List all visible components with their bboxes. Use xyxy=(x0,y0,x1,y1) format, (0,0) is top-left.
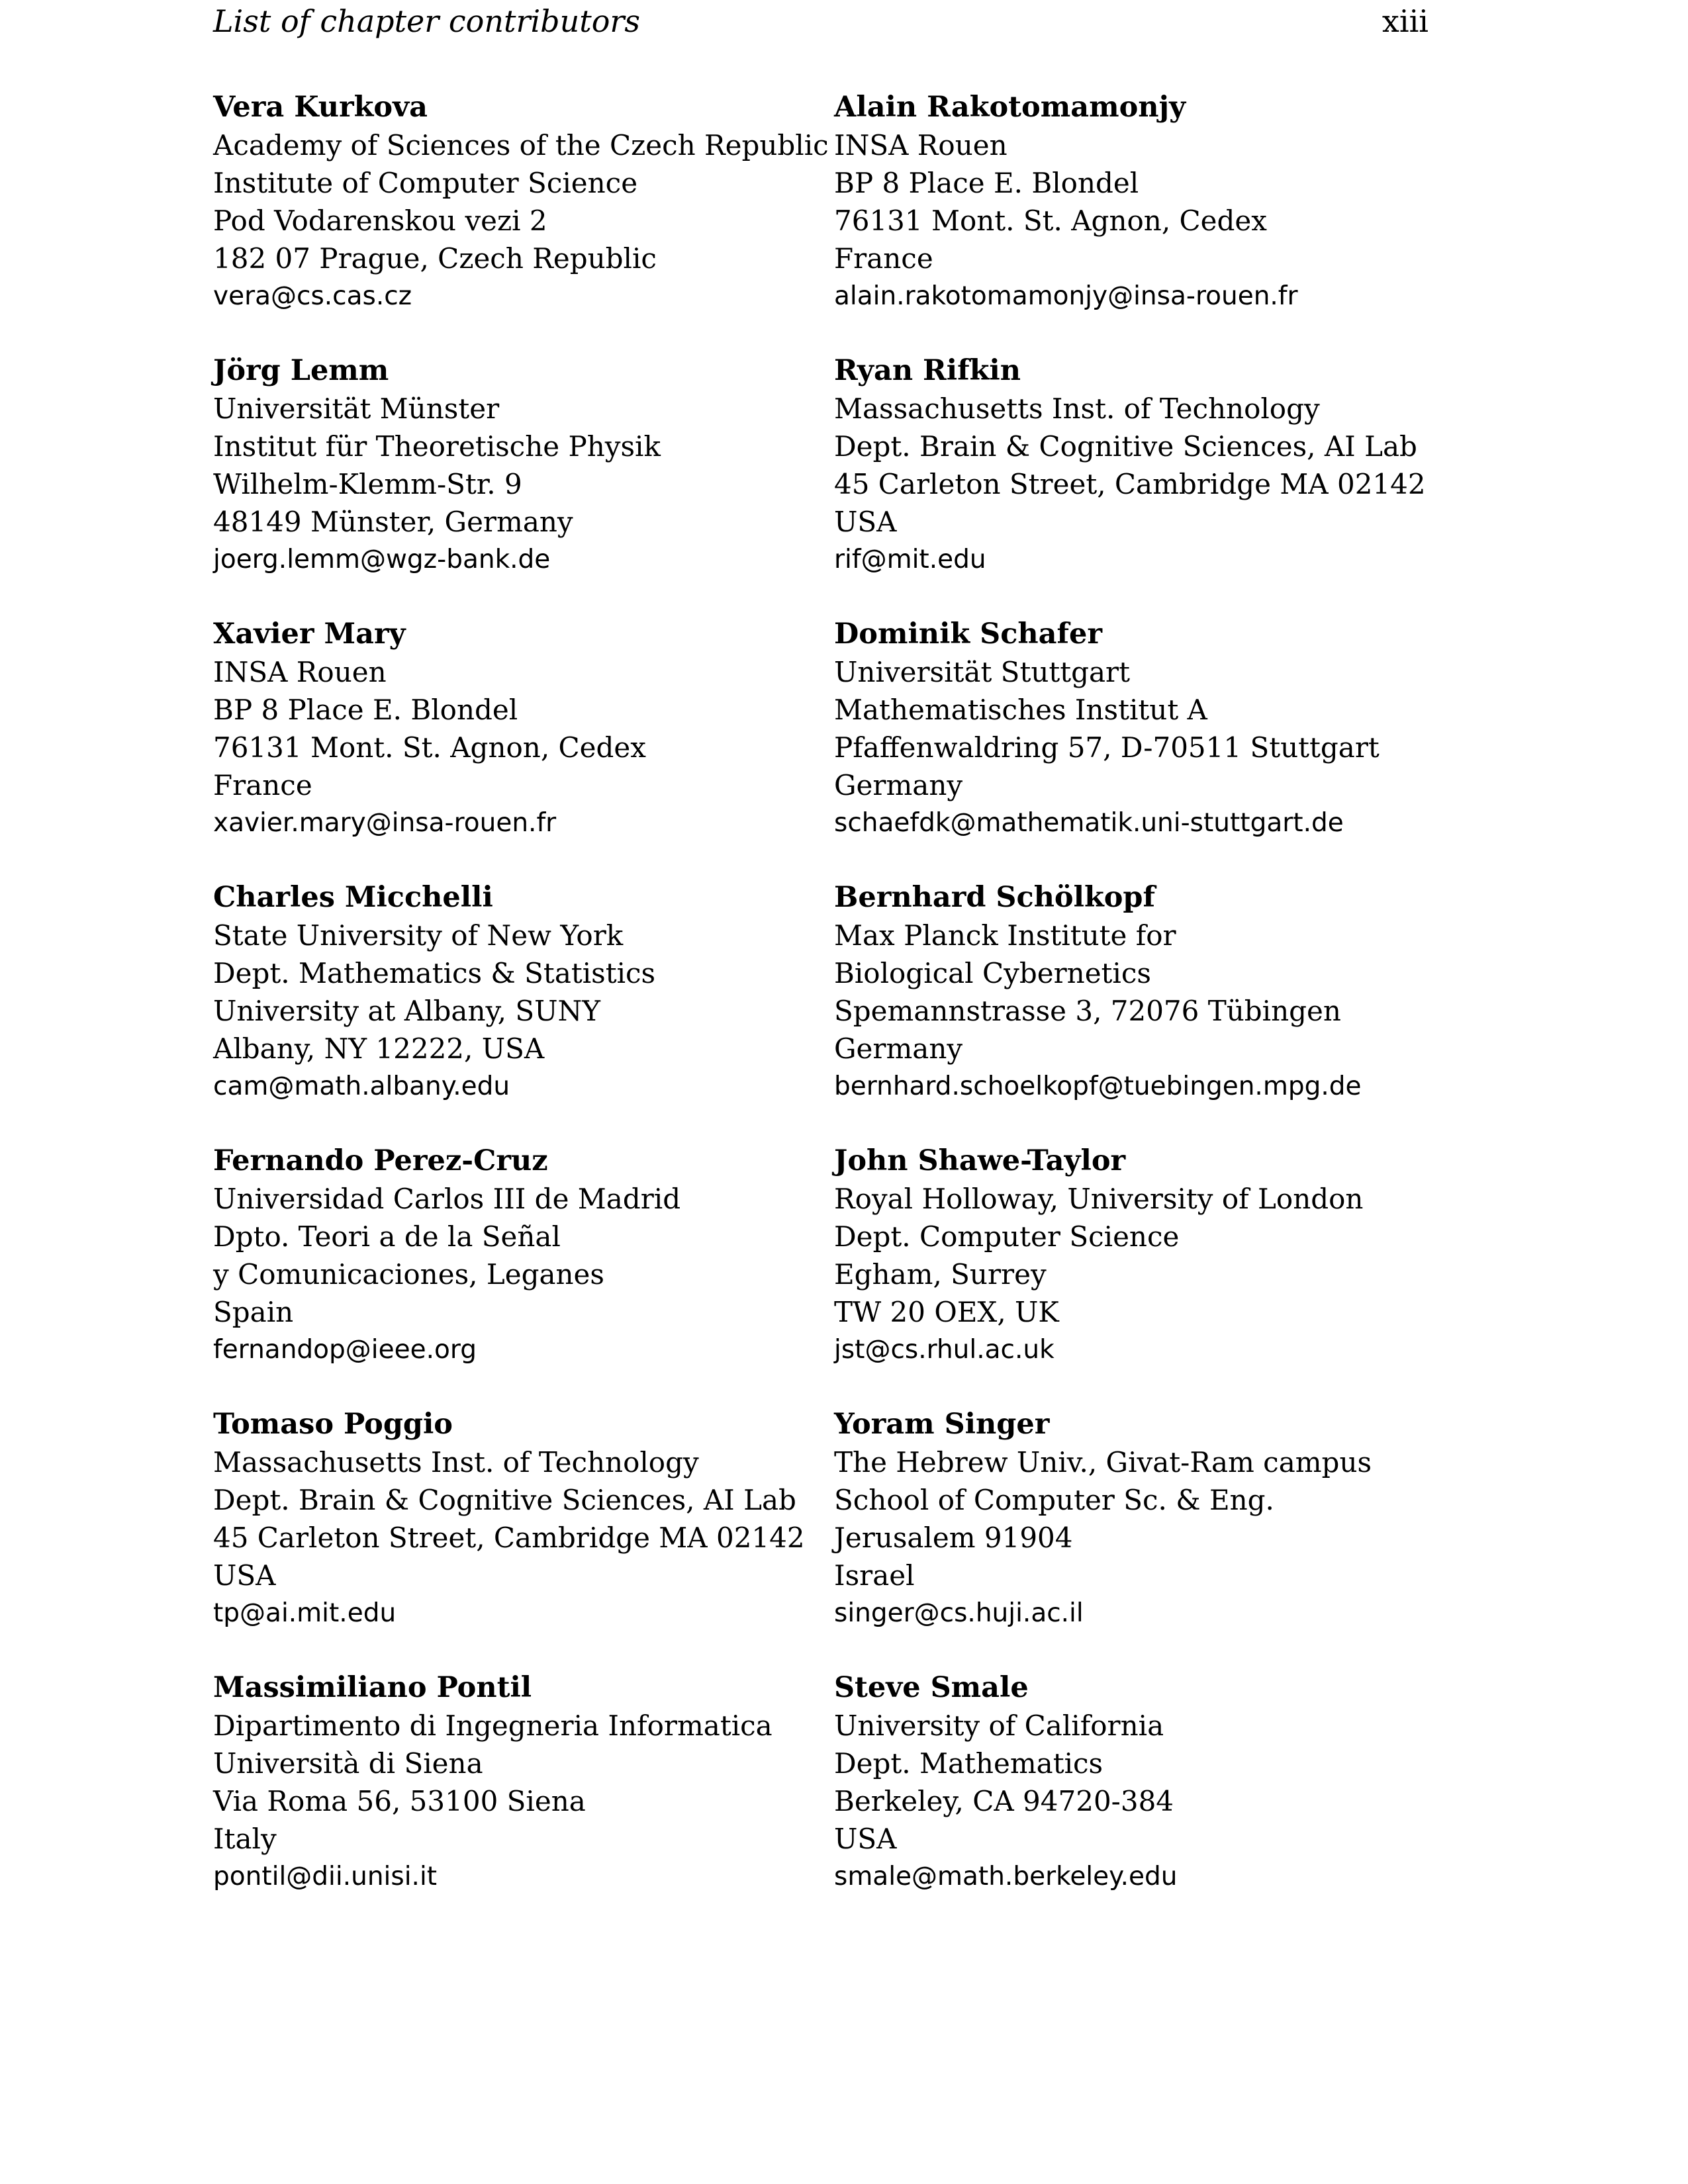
contributor-name: Massimiliano Pontil xyxy=(213,1671,532,1704)
contributor-address-line: Pfaffenwaldring 57, D-70511 Stuttgart xyxy=(834,731,1380,764)
contributor-address-line: BP 8 Place E. Blondel xyxy=(213,694,518,726)
contributor-entry xyxy=(834,879,1456,1142)
contributor-address-line: 76131 Mont. St. Agnon, Cedex xyxy=(834,205,1267,237)
contributor-address-line: 182 07 Prague, Czech Republic xyxy=(213,242,657,275)
contributor-address-line: 45 Carleton Street, Cambridge MA 02142 xyxy=(834,468,1426,500)
contributor-entry xyxy=(834,1142,1456,1406)
contributor-address-line: Israel xyxy=(834,1559,915,1592)
contributor-address-line: Germany xyxy=(834,1032,963,1065)
contributor-entry xyxy=(834,1669,1456,1933)
contributor-email[interactable]: alain.rakotomamonjy@insa-rouen.fr xyxy=(834,281,1298,311)
contributor-address-line: Spemannstrasse 3, 72076 Tübingen xyxy=(834,995,1341,1027)
contributor-address-line: France xyxy=(213,769,312,801)
contributors-left-column xyxy=(213,89,835,1933)
contributors-right-column xyxy=(834,89,1456,1933)
contributor-address-line: Biological Cybernetics xyxy=(834,957,1151,989)
contributor-address-line: State University of New York xyxy=(213,919,624,952)
running-title: List of chapter contributors xyxy=(213,3,641,39)
contributor-address-line: 48149 Münster, Germany xyxy=(213,506,573,538)
contributor-entry xyxy=(834,352,1456,615)
contributor-name: John Shawe-Taylor xyxy=(834,1144,1126,1177)
contributor-address-line: TW 20 OEX, UK xyxy=(834,1296,1059,1328)
contributor-email[interactable]: bernhard.schoelkopf@tuebingen.mpg.de xyxy=(834,1071,1362,1101)
contributor-name: Charles Micchelli xyxy=(213,881,493,914)
contributor-address-line: y Comunicaciones, Leganes xyxy=(213,1258,604,1291)
contributor-name: Dominik Schafer xyxy=(834,617,1103,651)
contributor-email[interactable]: tp@ai.mit.edu xyxy=(213,1598,397,1628)
contributor-email[interactable]: jst@cs.rhul.ac.uk xyxy=(834,1335,1055,1365)
contributor-address-line: Max Planck Institute for xyxy=(834,919,1176,952)
contributor-address-line: Università di Siena xyxy=(213,1747,483,1780)
contributor-address-line: Dipartimento di Ingegneria Informatica xyxy=(213,1709,773,1742)
contributor-address-line: USA xyxy=(834,1823,897,1855)
contributor-address-line: Dept. Brain & Cognitive Sciences, AI Lab xyxy=(213,1484,796,1516)
contributor-address-line: Jerusalem 91904 xyxy=(834,1522,1073,1554)
contributor-email[interactable]: pontil@dii.unisi.it xyxy=(213,1862,438,1891)
contributor-address-line: France xyxy=(834,242,933,275)
contributor-email[interactable]: rif@mit.edu xyxy=(834,545,986,574)
contributor-address-line: INSA Rouen xyxy=(213,656,387,688)
contributor-entry xyxy=(213,615,835,879)
contributor-address-line: BP 8 Place E. Blondel xyxy=(834,167,1139,199)
contributor-address-line: Dept. Brain & Cognitive Sciences, AI Lab xyxy=(834,430,1417,463)
contributor-address-line: Academy of Sciences of the Czech Republic xyxy=(213,129,829,161)
contributor-entry xyxy=(213,1669,835,1933)
contributor-email[interactable]: singer@cs.huji.ac.il xyxy=(834,1598,1084,1628)
contributor-address-line: The Hebrew Univ., Givat-Ram campus xyxy=(834,1446,1372,1479)
contributor-email[interactable]: smale@math.berkeley.edu xyxy=(834,1862,1178,1891)
contributor-address-line: Mathematisches Institut A xyxy=(834,694,1207,726)
contributor-address-line: Institute of Computer Science xyxy=(213,167,638,199)
contributor-address-line: Pod Vodarenskou vezi 2 xyxy=(213,205,547,237)
contributor-address-line: Dpto. Teori a de la Señal xyxy=(213,1220,561,1253)
contributor-entry xyxy=(213,879,835,1142)
contributor-address-line: School of Computer Sc. & Eng. xyxy=(834,1484,1274,1516)
contributor-address-line: Berkeley, CA 94720-384 xyxy=(834,1785,1174,1817)
contributor-email[interactable]: joerg.lemm@wgz-bank.de xyxy=(213,545,551,574)
contributor-entry xyxy=(834,615,1456,879)
contributor-address-line: Via Roma 56, 53100 Siena xyxy=(213,1785,586,1817)
page-number: xiii xyxy=(1382,3,1429,39)
contributor-address-line: Dept. Mathematics xyxy=(834,1747,1103,1780)
contributor-address-line: Albany, NY 12222, USA xyxy=(213,1032,545,1065)
contributor-address-line: Egham, Surrey xyxy=(834,1258,1047,1291)
contributor-name: Tomaso Poggio xyxy=(213,1408,453,1441)
contributor-name: Xavier Mary xyxy=(213,617,406,651)
contributor-name: Steve Smale xyxy=(834,1671,1029,1704)
contributor-address-line: Massachusetts Inst. of Technology xyxy=(213,1446,699,1479)
contributor-address-line: Universidad Carlos III de Madrid xyxy=(213,1183,681,1215)
contributor-address-line: Spain xyxy=(213,1296,294,1328)
contributor-address-line: Germany xyxy=(834,769,963,801)
contributor-name: Vera Kurkova xyxy=(213,91,428,124)
contributor-address-line: USA xyxy=(834,506,897,538)
contributor-email[interactable]: fernandop@ieee.org xyxy=(213,1335,477,1365)
contributor-email[interactable]: cam@math.albany.edu xyxy=(213,1071,510,1101)
contributor-name: Ryan Rifkin xyxy=(834,354,1021,387)
contributor-address-line: University at Albany, SUNY xyxy=(213,995,600,1027)
contributor-name: Alain Rakotomamonjy xyxy=(834,91,1186,124)
contributor-address-line: USA xyxy=(213,1559,276,1592)
contributor-entry xyxy=(213,89,835,352)
contributor-address-line: 76131 Mont. St. Agnon, Cedex xyxy=(213,731,646,764)
contributor-address-line: INSA Rouen xyxy=(834,129,1008,161)
contributor-email[interactable]: xavier.mary@insa-rouen.fr xyxy=(213,808,557,838)
contributor-email[interactable]: vera@cs.cas.cz xyxy=(213,281,412,311)
contributor-address-line: 45 Carleton Street, Cambridge MA 02142 xyxy=(213,1522,805,1554)
contributor-entry xyxy=(213,1142,835,1406)
contributor-entry xyxy=(213,1406,835,1669)
page-header xyxy=(213,0,1429,46)
contributor-address-line: University of California xyxy=(834,1709,1164,1742)
contributor-entry xyxy=(213,352,835,615)
contributor-email[interactable]: schaefdk@mathematik.uni-stuttgart.de xyxy=(834,808,1344,838)
contributor-address-line: Universität Stuttgart xyxy=(834,656,1131,688)
contributor-address-line: Dept. Computer Science xyxy=(834,1220,1180,1253)
contributor-address-line: Universität Münster xyxy=(213,392,500,425)
contributor-name: Yoram Singer xyxy=(834,1408,1050,1441)
contributor-entry xyxy=(834,89,1456,352)
contributor-entry xyxy=(834,1406,1456,1669)
contributor-address-line: Institut für Theoretische Physik xyxy=(213,430,661,463)
contributor-address-line: Massachusetts Inst. of Technology xyxy=(834,392,1320,425)
contributor-address-line: Dept. Mathematics & Statistics xyxy=(213,957,656,989)
contributor-address-line: Italy xyxy=(213,1823,277,1855)
contributor-name: Jörg Lemm xyxy=(213,354,389,387)
contributor-address-line: Royal Holloway, University of London xyxy=(834,1183,1364,1215)
contributor-name: Bernhard Schölkopf xyxy=(834,881,1155,914)
contributor-address-line: Wilhelm-Klemm-Str. 9 xyxy=(213,468,522,500)
contributor-name: Fernando Perez-Cruz xyxy=(213,1144,548,1177)
